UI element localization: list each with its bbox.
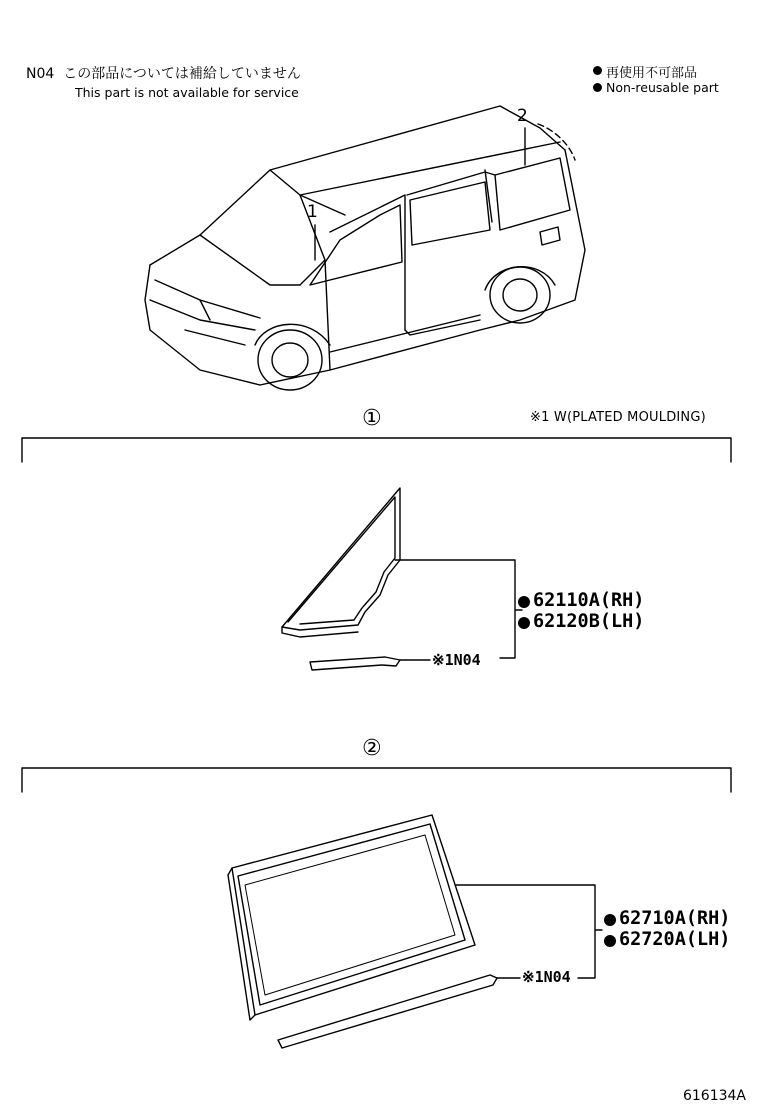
plated-moulding-footnote: ※1 W(PLATED MOULDING) — [530, 410, 706, 425]
part-number-62710A: 62710A(RH) — [604, 908, 730, 929]
legend-japanese — [606, 62, 697, 81]
legend-english-text: Non-reusable part — [606, 80, 719, 95]
section-2-leaders — [455, 885, 602, 978]
service-note-english: This part is not available for service — [75, 85, 299, 100]
callout-1: 1 — [307, 202, 318, 222]
note-japanese-text: この部品については補給していません — [63, 66, 301, 82]
part-number-62720A: 62720A(LH) — [604, 929, 730, 950]
section-1-bracket — [22, 438, 731, 462]
non-reusable-dot-icon — [604, 935, 616, 947]
front-quarter-glass — [282, 488, 400, 637]
part-number-62110A: 62110A(RH) — [518, 590, 644, 611]
callout-2: 2 — [517, 106, 528, 126]
section-1-leaders — [395, 560, 522, 660]
non-reusable-dot-icon — [518, 617, 530, 629]
section-1-marker: ① — [362, 406, 382, 431]
section-2-bracket — [22, 768, 731, 792]
non-reusable-dot-icon — [593, 83, 602, 92]
section-2-marker: ② — [362, 736, 382, 761]
rear-quarter-moulding — [278, 975, 497, 1048]
legend-english — [606, 80, 719, 95]
moulding-ref-section-2: ※1N04 — [522, 968, 571, 986]
non-reusable-dot-icon — [518, 596, 530, 608]
front-quarter-moulding — [310, 657, 400, 670]
non-reusable-dot-icon — [593, 66, 602, 75]
moulding-ref-section-1: ※1N04 — [432, 651, 481, 669]
non-reusable-dot-icon — [604, 914, 616, 926]
legend-japanese-text: 再使用不可部品 — [606, 66, 698, 81]
vehicle-illustration — [145, 106, 585, 390]
service-note-japanese — [26, 63, 301, 83]
part-number-62120B: 62120B(LH) — [518, 611, 644, 632]
rear-quarter-glass — [228, 815, 475, 1020]
figure-id: 616134A — [682, 1088, 746, 1104]
note-code: N04 — [26, 66, 55, 82]
